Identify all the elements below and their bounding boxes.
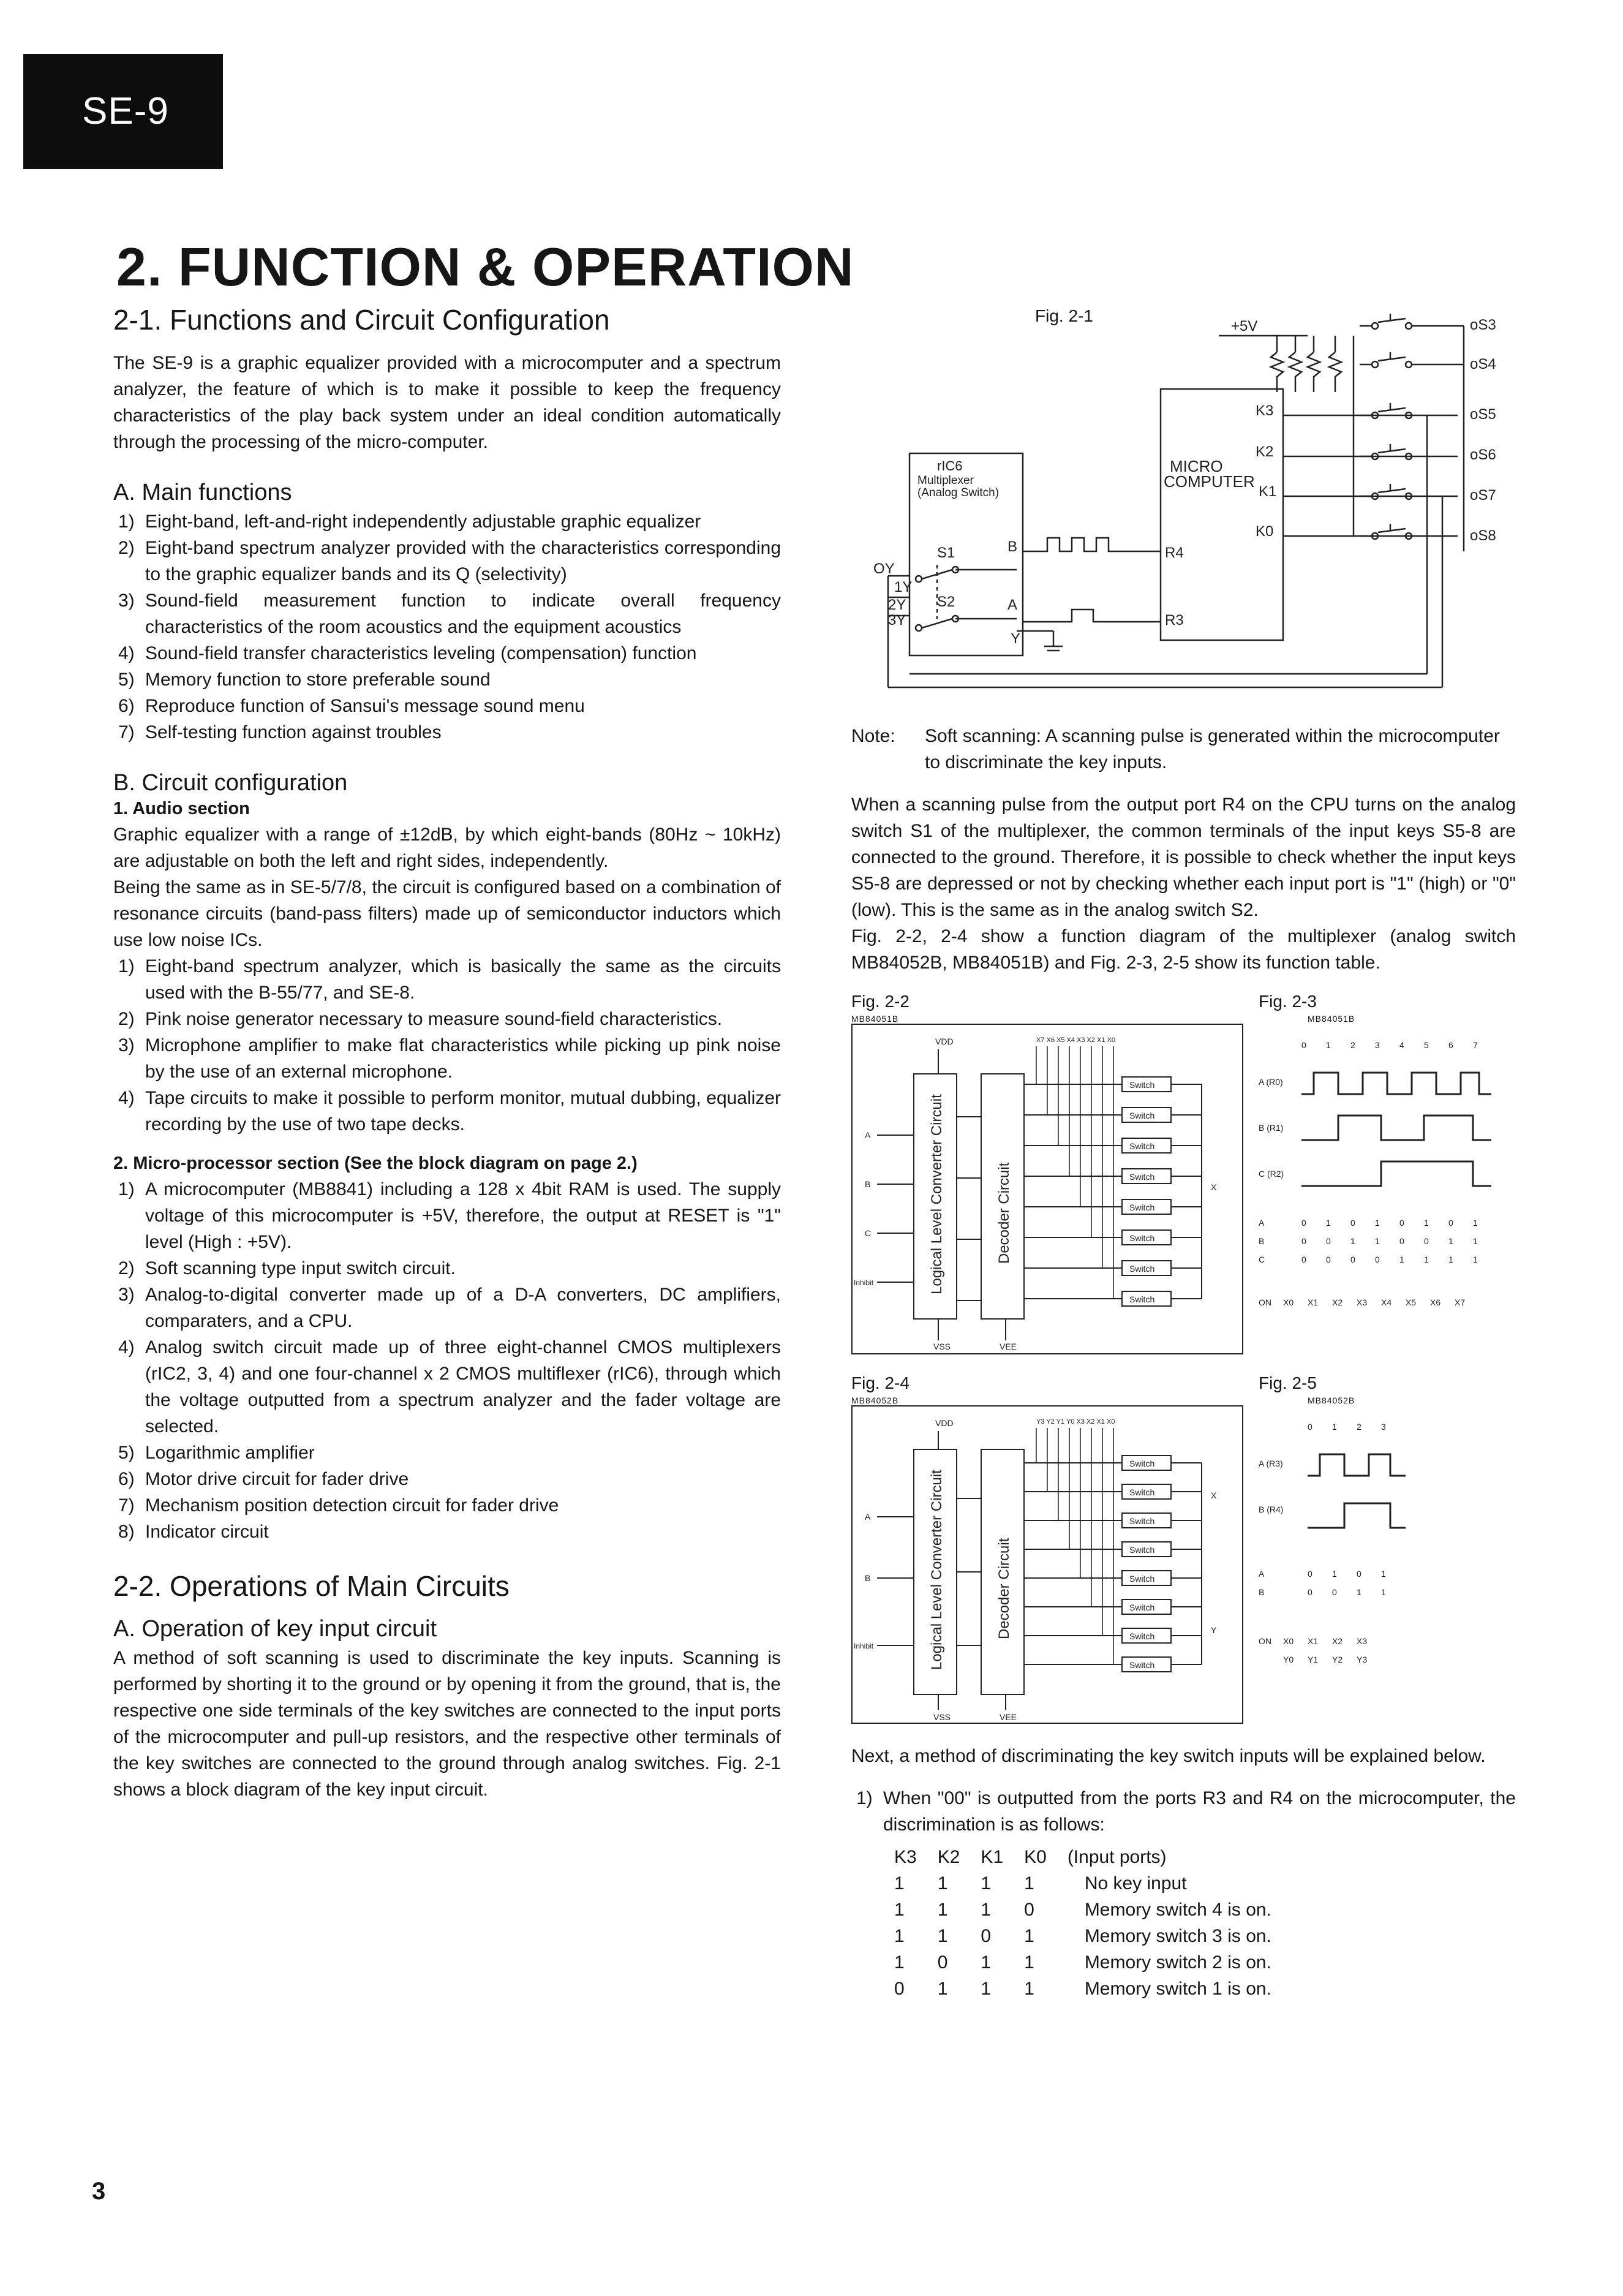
table-cell: 1 xyxy=(1350,1236,1355,1246)
table-row: 1 1 1 1 No key input xyxy=(894,1873,1187,1894)
header-cell: 7 xyxy=(1473,1040,1478,1050)
switch-label: Switch xyxy=(1129,1516,1155,1526)
on-cell: X2 xyxy=(1332,1636,1343,1646)
vdd-label: VDD xyxy=(935,1418,954,1428)
pin-2y: 2Y xyxy=(888,597,906,613)
list-item: 1) Eight-band spectrum analyzer, which is basically the same as the circuits used with the B-55/77, and SE-8. xyxy=(118,956,781,1003)
fig-2-3-label: Fig. 2-3 xyxy=(1259,992,1317,1011)
decoder-label: Decoder Circuit xyxy=(996,1538,1012,1639)
switch-label: Switch xyxy=(1129,1264,1155,1274)
list-item: 4) Analog switch circuit made up of three eight-channel CMOS multiplexers (rIC2, 3, 4) and one four-channel x 2 CMOS multiflexer (rIC6), through which the voltage outputted from a spectrum analyzer and the fader voltage are selected. xyxy=(118,1337,781,1437)
list-item: 4) Sound-field transfer characteristics leveling (compensation) function xyxy=(118,643,697,663)
on-cell: X4 xyxy=(1381,1297,1392,1307)
table-cell: 1 xyxy=(1473,1255,1478,1264)
list-item: 1) A microcomputer (MB8841) including a 128 x 4bit RAM is used. The supply voltage of this microcomputer is +5V, therefore, the output at RESET is "1" level (High : +5V). xyxy=(118,1179,781,1252)
input-a: A xyxy=(865,1512,871,1522)
list-item: 5) Logarithmic amplifier xyxy=(118,1443,315,1463)
next-method-paragraph: Next, a method of discriminating the key switch inputs will be explained below. xyxy=(851,1746,1486,1766)
mux-8ch-schematic xyxy=(853,1025,1245,1356)
header-cell: 4 xyxy=(1399,1040,1404,1050)
input-inhibit: Inhibit xyxy=(854,1642,874,1650)
list-item: 6) Motor drive circuit for fader drive xyxy=(118,1469,409,1489)
switch-stack xyxy=(1024,1428,1202,1672)
mux-sub1: Multiplexer xyxy=(917,474,974,487)
switch-label: Switch xyxy=(1129,1631,1155,1641)
table-cell: 1 xyxy=(1326,1218,1331,1228)
table-cell: 0 xyxy=(1308,1587,1312,1597)
switch-s8: oS8 xyxy=(1470,527,1496,544)
table-row: 0 1 1 1 Memory switch 1 is on. xyxy=(894,1979,1271,1999)
on-cell: X7 xyxy=(1455,1297,1466,1307)
table-cell: 0 xyxy=(1424,1236,1429,1246)
row-label: A xyxy=(1259,1569,1265,1579)
fig-2-4-chip: MB84052B xyxy=(851,1395,899,1405)
table-cell: 0 xyxy=(1326,1255,1331,1264)
table-cell: 1 xyxy=(1424,1255,1429,1264)
fig-2-5-chip: MB84052B xyxy=(1308,1395,1355,1405)
signal-label: B (R4) xyxy=(1259,1505,1284,1514)
main-functions-heading: A. Main functions xyxy=(113,480,292,505)
col-k3: K3 xyxy=(894,1847,917,1867)
list-item: 1) Eight-band, left-and-right independently adjustable graphic equalizer xyxy=(118,512,701,532)
header-cell: 3 xyxy=(1381,1422,1386,1432)
switch-s6: oS6 xyxy=(1470,447,1496,463)
micro-section-heading: 2. Micro-processor section (See the block diagram on page 2.) xyxy=(113,1154,638,1173)
input-inhibit: Inhibit xyxy=(854,1278,874,1287)
on-label: ON xyxy=(1259,1297,1271,1307)
fig-2-1-label: Fig. 2-1 xyxy=(1035,306,1093,325)
port-r4: R4 xyxy=(1165,545,1184,561)
vss-label: VSS xyxy=(933,1712,951,1722)
row-label: B xyxy=(1259,1236,1265,1246)
table-cell: 1 xyxy=(1381,1569,1386,1579)
vee-label: VEE xyxy=(1000,1712,1017,1722)
table-cell: 0 xyxy=(1308,1569,1312,1579)
mux-a: A xyxy=(1007,597,1018,613)
key-input-heading: A. Operation of key input circuit xyxy=(113,1616,437,1642)
port-k0: K0 xyxy=(1256,523,1274,540)
table-cell: 0 xyxy=(1448,1218,1453,1228)
mux-s1: S1 xyxy=(937,545,955,561)
table-cell: 1 xyxy=(1424,1218,1429,1228)
left-column xyxy=(113,303,781,1803)
switch-label: Switch xyxy=(1129,1172,1155,1182)
table-cell: 1 xyxy=(1448,1255,1453,1264)
header-cell: 0 xyxy=(1308,1422,1312,1432)
port-k3: K3 xyxy=(1256,402,1274,419)
circuit-config-heading: B. Circuit configuration xyxy=(113,770,348,796)
table-cell: 0 xyxy=(1350,1218,1355,1228)
on-cell: X2 xyxy=(1332,1297,1343,1307)
table-row: 1 1 0 1 Memory switch 3 is on. xyxy=(894,1926,1271,1946)
row-label: B xyxy=(1259,1587,1265,1597)
table-cell: 1 xyxy=(1381,1587,1386,1597)
list-item: 3) Sound-field measurement function to indicate overall frequency characteristics of the room acoustics and the equipment acoustics xyxy=(118,591,781,637)
table-cell: 1 xyxy=(1473,1218,1478,1228)
signal-label: B (R1) xyxy=(1259,1123,1284,1133)
mux-4ch-diagram xyxy=(851,1405,1243,1724)
page-title: 2. FUNCTION & OPERATION xyxy=(116,236,854,297)
table-cell: 0 xyxy=(1301,1218,1306,1228)
vdd-label: VDD xyxy=(935,1037,954,1046)
list-item: 1) When "00" is outputted from the ports R3 and R4 on the microcomputer, the discrimination is as follows: xyxy=(856,1788,1516,1835)
list-item: 3) Analog-to-digital converter made up of a D-A converters, DC amplifiers, comparaters, and a CPU. xyxy=(118,1285,781,1331)
key-discrimination-table xyxy=(894,1844,1292,2002)
audio-list xyxy=(113,953,781,1138)
key-input-schematic xyxy=(851,300,1516,723)
signal-label: C (R2) xyxy=(1259,1169,1284,1179)
mux-s2: S2 xyxy=(937,594,955,610)
table-cell: 0 xyxy=(1399,1218,1404,1228)
port-r3: R3 xyxy=(1165,612,1184,629)
section-2-1-heading: 2-1. Functions and Circuit Configuration xyxy=(113,304,610,336)
col-input-ports: (Input ports) xyxy=(1067,1847,1167,1867)
on-cell: X3 xyxy=(1357,1636,1368,1646)
function-paragraph: Fig. 2-2, 2-4 show a function diagram of the multiplexer (analog switch MB84052B, MB84051B) and Fig. 2-3, 2-5 show its function table. xyxy=(851,926,1516,973)
table-cell: 0 xyxy=(1399,1236,1404,1246)
truth-table-8ch xyxy=(1259,1024,1516,1354)
on-cell: X0 xyxy=(1283,1636,1294,1646)
output-x: X xyxy=(1211,1490,1217,1500)
fig-row-1 xyxy=(851,992,1516,1358)
signal-label: A (R3) xyxy=(1259,1459,1283,1468)
section-2-1-intro: The SE-9 is a graphic equalizer provided with a microcomputer and a spectrum analyzer, the feature of which is to make it possible to keep the frequency characteristics of the play back system under an ideal condition automatically through the processing of the micro-computer. xyxy=(113,353,781,452)
header-cell: 6 xyxy=(1448,1040,1453,1050)
model-name: SE-9 xyxy=(82,90,169,132)
fig-2-4-label: Fig. 2-4 xyxy=(851,1373,909,1392)
header-cell: 3 xyxy=(1375,1040,1380,1050)
mux-8ch-diagram xyxy=(851,1024,1243,1354)
right-column xyxy=(851,300,1516,2002)
switch-label: Switch xyxy=(1129,1203,1155,1212)
list-item: 8) Indicator circuit xyxy=(118,1522,269,1542)
header-cell: 1 xyxy=(1326,1040,1331,1050)
header-cell: 0 xyxy=(1301,1040,1306,1050)
table-cell: 0 xyxy=(1357,1569,1361,1579)
fig-2-5-label: Fig. 2-5 xyxy=(1259,1373,1317,1392)
level-converter-label: Logical Level Converter Circuit xyxy=(928,1094,945,1294)
on-label: ON xyxy=(1259,1636,1271,1646)
switch-label: Switch xyxy=(1129,1459,1155,1468)
switch-label: Switch xyxy=(1129,1080,1155,1090)
channel-labels: X7 X6 X5 X4 X3 X2 X1 X0 xyxy=(1036,1037,1116,1044)
mux-4ch-schematic xyxy=(853,1407,1245,1725)
fig-2-2 xyxy=(851,992,1243,1358)
fig-2-2-chip: MB84051B xyxy=(851,1014,899,1024)
input-b: B xyxy=(865,1573,871,1583)
switch-s7: oS7 xyxy=(1470,487,1496,504)
list-item: 4) Tape circuits to make it possible to perform monitor, mutual dubbing, equalizer recording by the use of two tape decks. xyxy=(118,1088,781,1135)
fig-2-3 xyxy=(1259,992,1516,1358)
table-cell: 0 xyxy=(1375,1255,1380,1264)
row-label: C xyxy=(1259,1255,1265,1264)
header-cell: 2 xyxy=(1357,1422,1361,1432)
note xyxy=(851,723,1516,776)
list-item: 2) Soft scanning type input switch circuit. xyxy=(118,1258,456,1278)
cpu-line1: MICRO xyxy=(1170,457,1223,475)
signal-label: A (R0) xyxy=(1259,1077,1283,1087)
list-item: 7) Mechanism position detection circuit for fader drive xyxy=(118,1495,559,1516)
switch-s5: oS5 xyxy=(1470,406,1496,423)
header-cell: 1 xyxy=(1332,1422,1337,1432)
level-converter-label: Logical Level Converter Circuit xyxy=(928,1470,945,1670)
row-label: A xyxy=(1259,1218,1265,1228)
table-cell: 0 xyxy=(1332,1587,1337,1597)
switch-label: Switch xyxy=(1129,1660,1155,1670)
table-cell: 1 xyxy=(1399,1255,1404,1264)
table-cell: 0 xyxy=(1350,1255,1355,1264)
model-tab xyxy=(23,54,223,169)
switch-stack xyxy=(1024,1046,1202,1306)
on-cell: Y1 xyxy=(1308,1655,1319,1664)
switch-label: Switch xyxy=(1129,1574,1155,1584)
on-cell: X3 xyxy=(1357,1297,1368,1307)
switch-label: Switch xyxy=(1129,1545,1155,1555)
table-cell: 0 xyxy=(1301,1255,1306,1264)
note-text: Soft scanning: A scanning pulse is generated within the microcomputer to discriminate the key inputs. xyxy=(925,726,1500,772)
on-cell: X0 xyxy=(1283,1297,1294,1307)
switch-s4: oS4 xyxy=(1470,356,1496,372)
table-cell: 0 xyxy=(1326,1236,1331,1246)
switch-label: Switch xyxy=(1129,1487,1155,1497)
on-cell: X5 xyxy=(1406,1297,1417,1307)
mux-sub2: (Analog Switch) xyxy=(917,486,1000,499)
switch-label: Switch xyxy=(1129,1111,1155,1120)
note-label: Note: xyxy=(851,726,895,746)
supply-label: +5V xyxy=(1231,318,1258,334)
table-row: 1 0 1 1 Memory switch 2 is on. xyxy=(894,1952,1271,1973)
list-item: 2) Eight-band spectrum analyzer provided with the characteristics corresponding to the graphic equalizer bands and its Q (selectivity) xyxy=(118,538,781,584)
fig-2-2-label: Fig. 2-2 xyxy=(851,992,909,1011)
table-cell: 1 xyxy=(1332,1569,1337,1579)
table-cell: 1 xyxy=(1375,1218,1380,1228)
audio-paragraph-2: Being the same as in SE-5/7/8, the circuit is configured based on a combination of resonance circuits (band-pass filters) made up of semiconductor inductors which use low noise ICs. xyxy=(113,877,781,950)
mux-title: rIC6 xyxy=(937,458,963,474)
section-2-2-heading: 2-2. Operations of Main Circuits xyxy=(113,1570,510,1602)
fig-row-2 xyxy=(851,1373,1516,1727)
input-b: B xyxy=(865,1179,871,1189)
fig-2-1 xyxy=(851,300,1516,723)
key-input-body: A method of soft scanning is used to discriminate the key inputs. Scanning is performed by shorting it to the ground or by opening it from the ground, that is, the respective one side terminals of the key switches are connected to the input ports of the microcomputer and pull-up resistors, and the respective other terminals of the key switches are connected to the ground through analog switches. Fig. 2-1 shows a block diagram of the key input circuit. xyxy=(113,1648,781,1800)
main-functions-list xyxy=(113,508,781,746)
micro-list xyxy=(113,1176,781,1545)
table-cell: 1 xyxy=(1448,1236,1453,1246)
vss-label: VSS xyxy=(933,1342,951,1351)
switch-s3: oS3 xyxy=(1470,317,1496,333)
table-cell: 0 xyxy=(1301,1236,1306,1246)
list-item: 6) Reproduce function of Sansui's message sound menu xyxy=(118,696,585,716)
fig-2-4 xyxy=(851,1373,1243,1727)
mux-b: B xyxy=(1007,538,1018,555)
truth-table-4ch xyxy=(1259,1405,1516,1724)
channel-labels: Y3 Y2 Y1 Y0 X3 X2 X1 X0 xyxy=(1036,1418,1115,1426)
on-cell: Y3 xyxy=(1357,1655,1368,1664)
scan-paragraph: When a scanning pulse from the output port R4 on the CPU turns on the analog switch S1 of the multiplexer, the common terminals of the input keys S5-8 are connected to the ground. Therefore, it is possible to check whether the input keys S5-8 are depressed or not by checking whether each input port is "1" (high) or "0" (low). This is the same as in the analog switch S2. xyxy=(851,795,1516,920)
page-number: 3 xyxy=(92,2178,106,2205)
port-k2: K2 xyxy=(1256,444,1274,460)
switch-label: Switch xyxy=(1129,1603,1155,1612)
vee-label: VEE xyxy=(1000,1342,1017,1351)
cpu-line2: COMPUTER xyxy=(1164,472,1255,491)
list-item: 2) Pink noise generator necessary to measure sound-field characteristics. xyxy=(118,1009,723,1029)
col-k2: K2 xyxy=(937,1847,960,1867)
mux-y: Y xyxy=(1011,630,1021,647)
switch-label: Switch xyxy=(1129,1141,1155,1151)
on-cell: X1 xyxy=(1308,1636,1319,1646)
pin-3y: 3Y xyxy=(888,612,906,629)
output-x: X xyxy=(1211,1182,1217,1192)
decoder-label: Decoder Circuit xyxy=(996,1162,1012,1264)
header-cell: 5 xyxy=(1424,1040,1429,1050)
on-cell: X6 xyxy=(1430,1297,1441,1307)
fig-2-3-chip: MB84051B xyxy=(1308,1014,1355,1024)
input-a: A xyxy=(865,1130,871,1140)
on-cell: X1 xyxy=(1308,1297,1319,1307)
on-cell: Y2 xyxy=(1332,1655,1343,1664)
audio-section-heading: 1. Audio section xyxy=(113,799,250,818)
input-c: C xyxy=(865,1228,872,1238)
list-item: 7) Self-testing function against troubles xyxy=(118,722,442,742)
switch-label: Switch xyxy=(1129,1294,1155,1304)
pin-0y: OY xyxy=(873,561,895,577)
port-k1: K1 xyxy=(1259,483,1277,500)
col-k0: K0 xyxy=(1024,1847,1047,1867)
pin-1y: 1Y xyxy=(894,579,913,595)
switch-label: Switch xyxy=(1129,1233,1155,1243)
table-cell: 1 xyxy=(1473,1236,1478,1246)
header-cell: 2 xyxy=(1350,1040,1355,1050)
table-cell: 1 xyxy=(1375,1236,1380,1246)
table-row: 1 1 1 0 Memory switch 4 is on. xyxy=(894,1900,1271,1920)
output-y: Y xyxy=(1211,1625,1217,1635)
list-item: 5) Memory function to store preferable sound xyxy=(118,670,491,690)
fig-2-5 xyxy=(1259,1373,1516,1727)
table-cell: 1 xyxy=(1357,1587,1361,1597)
list-item: 3) Microphone amplifier to make flat characteristics while picking up pink noise by the use of an external microphone. xyxy=(118,1035,781,1082)
col-k1: K1 xyxy=(981,1847,1004,1867)
on-cell: Y0 xyxy=(1283,1655,1294,1664)
key-step-list xyxy=(851,1785,1516,1838)
audio-paragraph-1: Graphic equalizer with a range of ±12dB, by which eight-bands (80Hz ~ 10kHz) are adjustable on both the left and right sides, independently. xyxy=(113,825,781,871)
table-header-row xyxy=(894,1844,1292,1870)
